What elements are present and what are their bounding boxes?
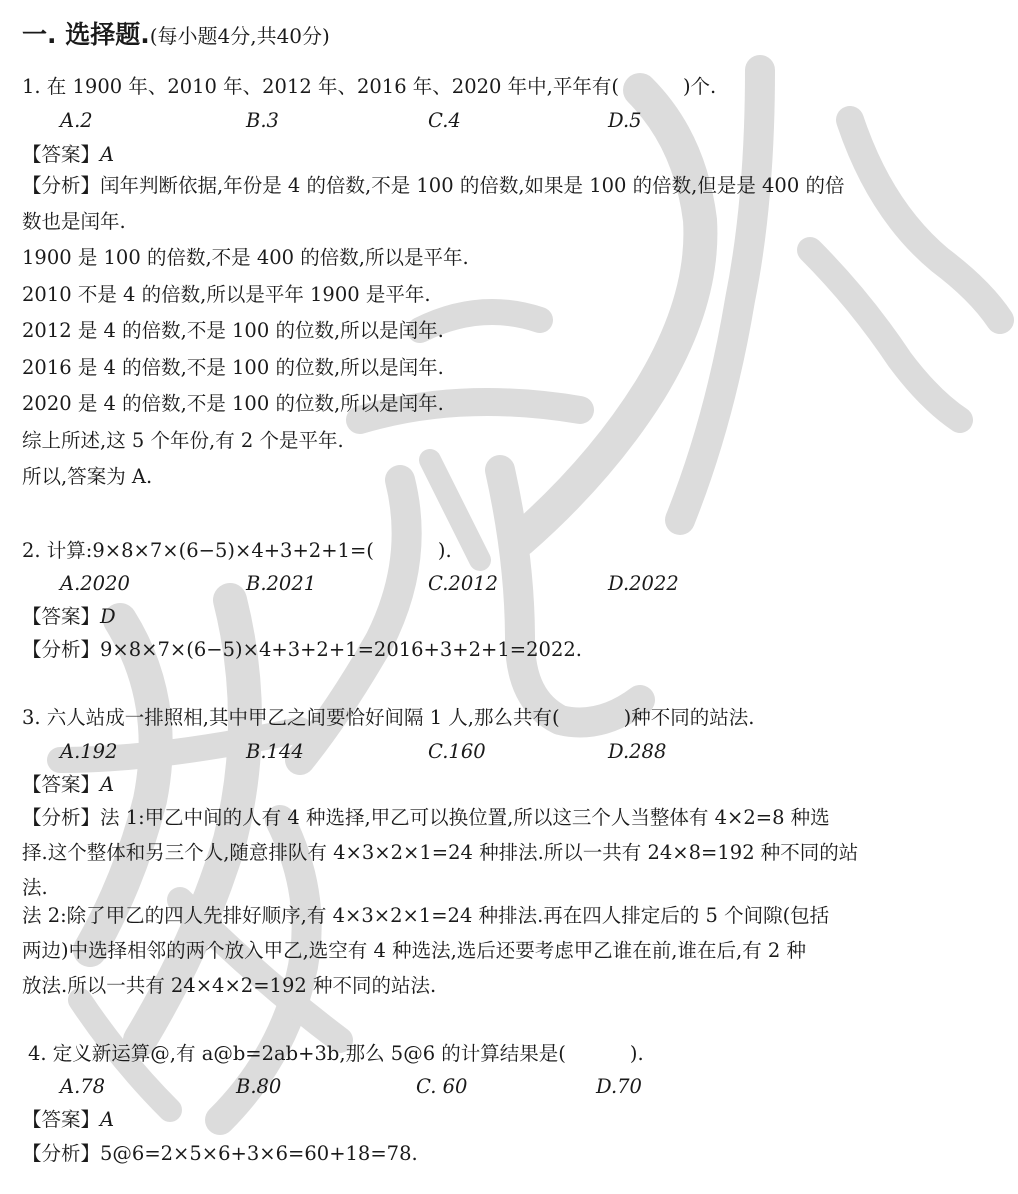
question-1-stem [22,74,716,100]
question-1-option-c: C.4 [428,109,461,132]
answer-label: 【答案】 [22,773,101,796]
answer-value: D [100,605,116,628]
question-1-answer [22,142,114,168]
analysis-line: 【分析】5@6=2×5×6+3×6=60+18=78. [22,1142,418,1165]
question-4-option-a: A.78 [60,1075,106,1098]
analysis-line: 【分析】法 1:甲乙中间的人有 4 种选择,甲乙可以换位置,所以这三个人当整体有 4×2=8 种选 [22,806,830,829]
question-1-option-a: A.2 [60,109,93,132]
question-4-stem [28,1041,644,1067]
question-4-option-c: C. 60 [416,1075,468,1098]
question-3-stem-before: 3. 六人站成一排照相,其中甲乙之间要恰好间隔 1 人,那么共有( [22,706,560,729]
answer-value: A [100,143,115,166]
answer-value: A [100,773,115,796]
question-4-option-b: B.80 [236,1075,282,1098]
analysis-line: 2010 不是 4 的倍数,所以是平年 1900 是平年. [22,283,431,306]
question-1-option-b: B.3 [246,109,279,132]
analysis-line: 两边)中选择相邻的两个放入甲乙,选空有 4 种选法,选后还要考虑甲乙谁在前,谁在后,有 2 种 [22,939,807,962]
question-2-option-a: A.2020 [60,572,130,595]
question-4-option-d: D.70 [596,1075,642,1098]
analysis-line: 【分析】闰年判断依据,年份是 4 的倍数,不是 100 的倍数,如果是 100 的倍数,但是是 400 的倍 [22,174,845,197]
question-3-option-c: C.160 [428,740,486,763]
question-2-stem [22,538,452,564]
analysis-line: 【分析】9×8×7×(6−5)×4+3+2+1=2016+3+2+1=2022. [22,638,582,661]
question-3-answer [22,772,114,798]
question-2-answer [22,604,116,630]
section-title-main: 一. 选择题. [22,20,150,49]
analysis-line: 数也是闰年. [22,210,126,233]
analysis-line: 择.这个整体和另三个人,随意排队有 4×3×2×1=24 种排法.所以一共有 24×8=192 种不同的站 [22,841,859,864]
question-3-stem-after: )种不同的站法. [623,706,755,729]
analysis-line: 1900 是 100 的倍数,不是 400 的倍数,所以是平年. [22,246,469,269]
question-2-option-d: D.2022 [608,572,679,595]
section-title-sub: (每小题4分,共40分) [149,24,330,48]
question-4-answer [22,1107,114,1133]
question-1-option-d: D.5 [608,109,642,132]
question-4-stem-before: 4. 定义新运算@,有 a@b=2ab+3b,那么 5@6 的计算结果是( [28,1042,566,1065]
question-3-option-d: D.288 [608,740,667,763]
question-2-option-c: C.2012 [428,572,499,595]
question-1-stem-before: 1. 在 1900 年、2010 年、2012 年、2016 年、2020 年中,平年有( [22,75,619,98]
analysis-line: 2016 是 4 的倍数,不是 100 的位数,所以是闰年. [22,356,444,379]
analysis-line: 法. [22,876,48,899]
question-3-stem [22,705,754,731]
analysis-line: 综上所述,这 5 个年份,有 2 个是平年. [22,429,344,452]
analysis-line: 2012 是 4 的倍数,不是 100 的位数,所以是闰年. [22,319,444,342]
question-1-stem-after: )个. [682,75,717,98]
question-3-option-b: B.144 [246,740,304,763]
analysis-line: 所以,答案为 A. [22,465,153,488]
analysis-line: 放法.所以一共有 24×4×2=192 种不同的站法. [22,974,437,997]
analysis-line: 2020 是 4 的倍数,不是 100 的位数,所以是闰年. [22,392,444,415]
question-4-stem-after: ). [629,1042,644,1065]
question-3-option-a: A.192 [60,740,118,763]
answer-value: A [100,1108,115,1131]
answer-label: 【答案】 [22,605,101,628]
section-title [22,22,330,49]
question-2-stem-before: 2. 计算:9×8×7×(6−5)×4+3+2+1=( [22,539,374,562]
analysis-line: 法 2:除了甲乙的四人先排好顺序,有 4×3×2×1=24 种排法.再在四人排定后的 5 个间隙(包括 [22,904,830,927]
question-2-option-b: B.2021 [246,572,317,595]
question-2-stem-after: ). [437,539,452,562]
answer-label: 【答案】 [22,143,101,166]
answer-label: 【答案】 [22,1108,101,1131]
